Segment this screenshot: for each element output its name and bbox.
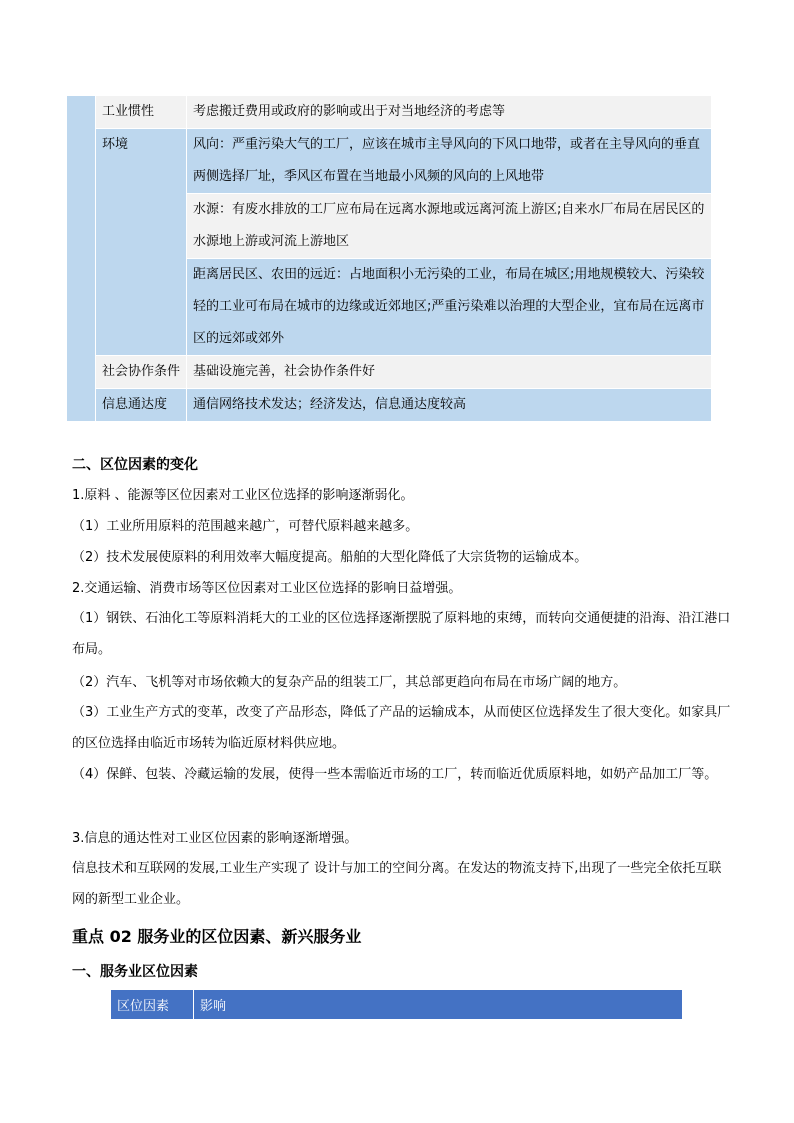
paragraph: （3）工业生产方式的变革，改变了产品形态，降低了产品的运输成本，从而使区位选择发生了很大变化。如家具厂的区位选择由临近市场转为临近原材料供应地。: [72, 705, 731, 751]
paragraph: 信息技术和互联网的发展,工业生产实现了 设计与加工的空间分离。在发达的物流支持下,出现了一些完全依托互联网的新型工业企业。: [72, 861, 722, 907]
header-impact: 影响: [194, 990, 683, 1020]
factor-cell: 环境: [96, 129, 187, 356]
paragraph: （2）汽车、飞机等对市场依赖大的复杂产品的组装工厂，其总部更趋向布局在市场广阔的地方。: [72, 675, 627, 690]
table-row: [67, 389, 712, 422]
content-cell: 距离居民区、农田的远近：占地面积小无污染的工业，布局在城区;用地规模较大、污染较轻的工业可布局在城市的边缘或近郊地区;严重污染难以治理的大型企业，宜布局在远离市区的远郊或郊外: [187, 259, 712, 356]
service-location-table: [110, 989, 683, 1020]
content-cell: 基础设施完善，社会协作条件好: [187, 356, 712, 389]
content-cell: 风向：严重污染大气的工厂，应该在城市主导风向的下风口地带，或者在主导风向的垂直两侧选择厂址，季风区布置在当地最小风频的风向的上风地带: [187, 129, 712, 194]
paragraph: 2.交通运输、消费市场等区位因素对工业区位选择的影响日益增强。: [72, 581, 462, 596]
factor-cell: 社会协作条件: [96, 356, 187, 389]
table-header-row: [111, 990, 683, 1020]
paragraph: 3.信息的通达性对工业区位因素的影响逐渐增强。: [72, 831, 358, 846]
paragraph: （1）钢铁、石油化工等原料消耗大的工业的区位选择逐渐摆脱了原料地的束缚，而转向交通便捷的沿海、沿江港口布局。: [72, 611, 731, 657]
content-cell: 通信网络技术发达；经济发达，信息通达度较高: [187, 389, 712, 422]
table-left-strip: [67, 96, 96, 422]
keypoint-title: 重点 02 服务业的区位因素、新兴服务业: [72, 927, 362, 946]
table-row: [67, 129, 712, 194]
industry-location-table: [66, 95, 712, 422]
factor-cell: 工业惯性: [96, 96, 187, 129]
paragraph: （1）工业所用原料的范围越来越广，可替代原料越来越多。: [72, 519, 419, 534]
section-heading: 二、区位因素的变化: [72, 457, 198, 473]
section-heading: 一、服务业区位因素: [72, 964, 198, 980]
content-cell: 水源：有废水排放的工厂应布局在远离水源地或远离河流上游区;自来水厂布局在居民区的水源地上游或河流上游地区: [187, 194, 712, 259]
content-cell: 考虑搬迁费用或政府的影响或出于对当地经济的考虑等: [187, 96, 712, 129]
factor-cell: 信息通达度: [96, 389, 187, 422]
paragraph: （2）技术发展使原料的利用效率大幅度提高。船舶的大型化降低了大宗货物的运输成本。: [72, 550, 588, 565]
paragraph: （4）保鲜、包装、冷藏运输的发展，使得一些本需临近市场的工厂，转而临近优质原料地，如奶产品加工厂等。: [72, 767, 718, 782]
table-row: [67, 96, 712, 129]
table-row: [67, 356, 712, 389]
paragraph: 1.原料 、能源等区位因素对工业区位选择的影响逐渐弱化。: [72, 488, 414, 503]
header-factor: 区位因素: [111, 990, 194, 1020]
